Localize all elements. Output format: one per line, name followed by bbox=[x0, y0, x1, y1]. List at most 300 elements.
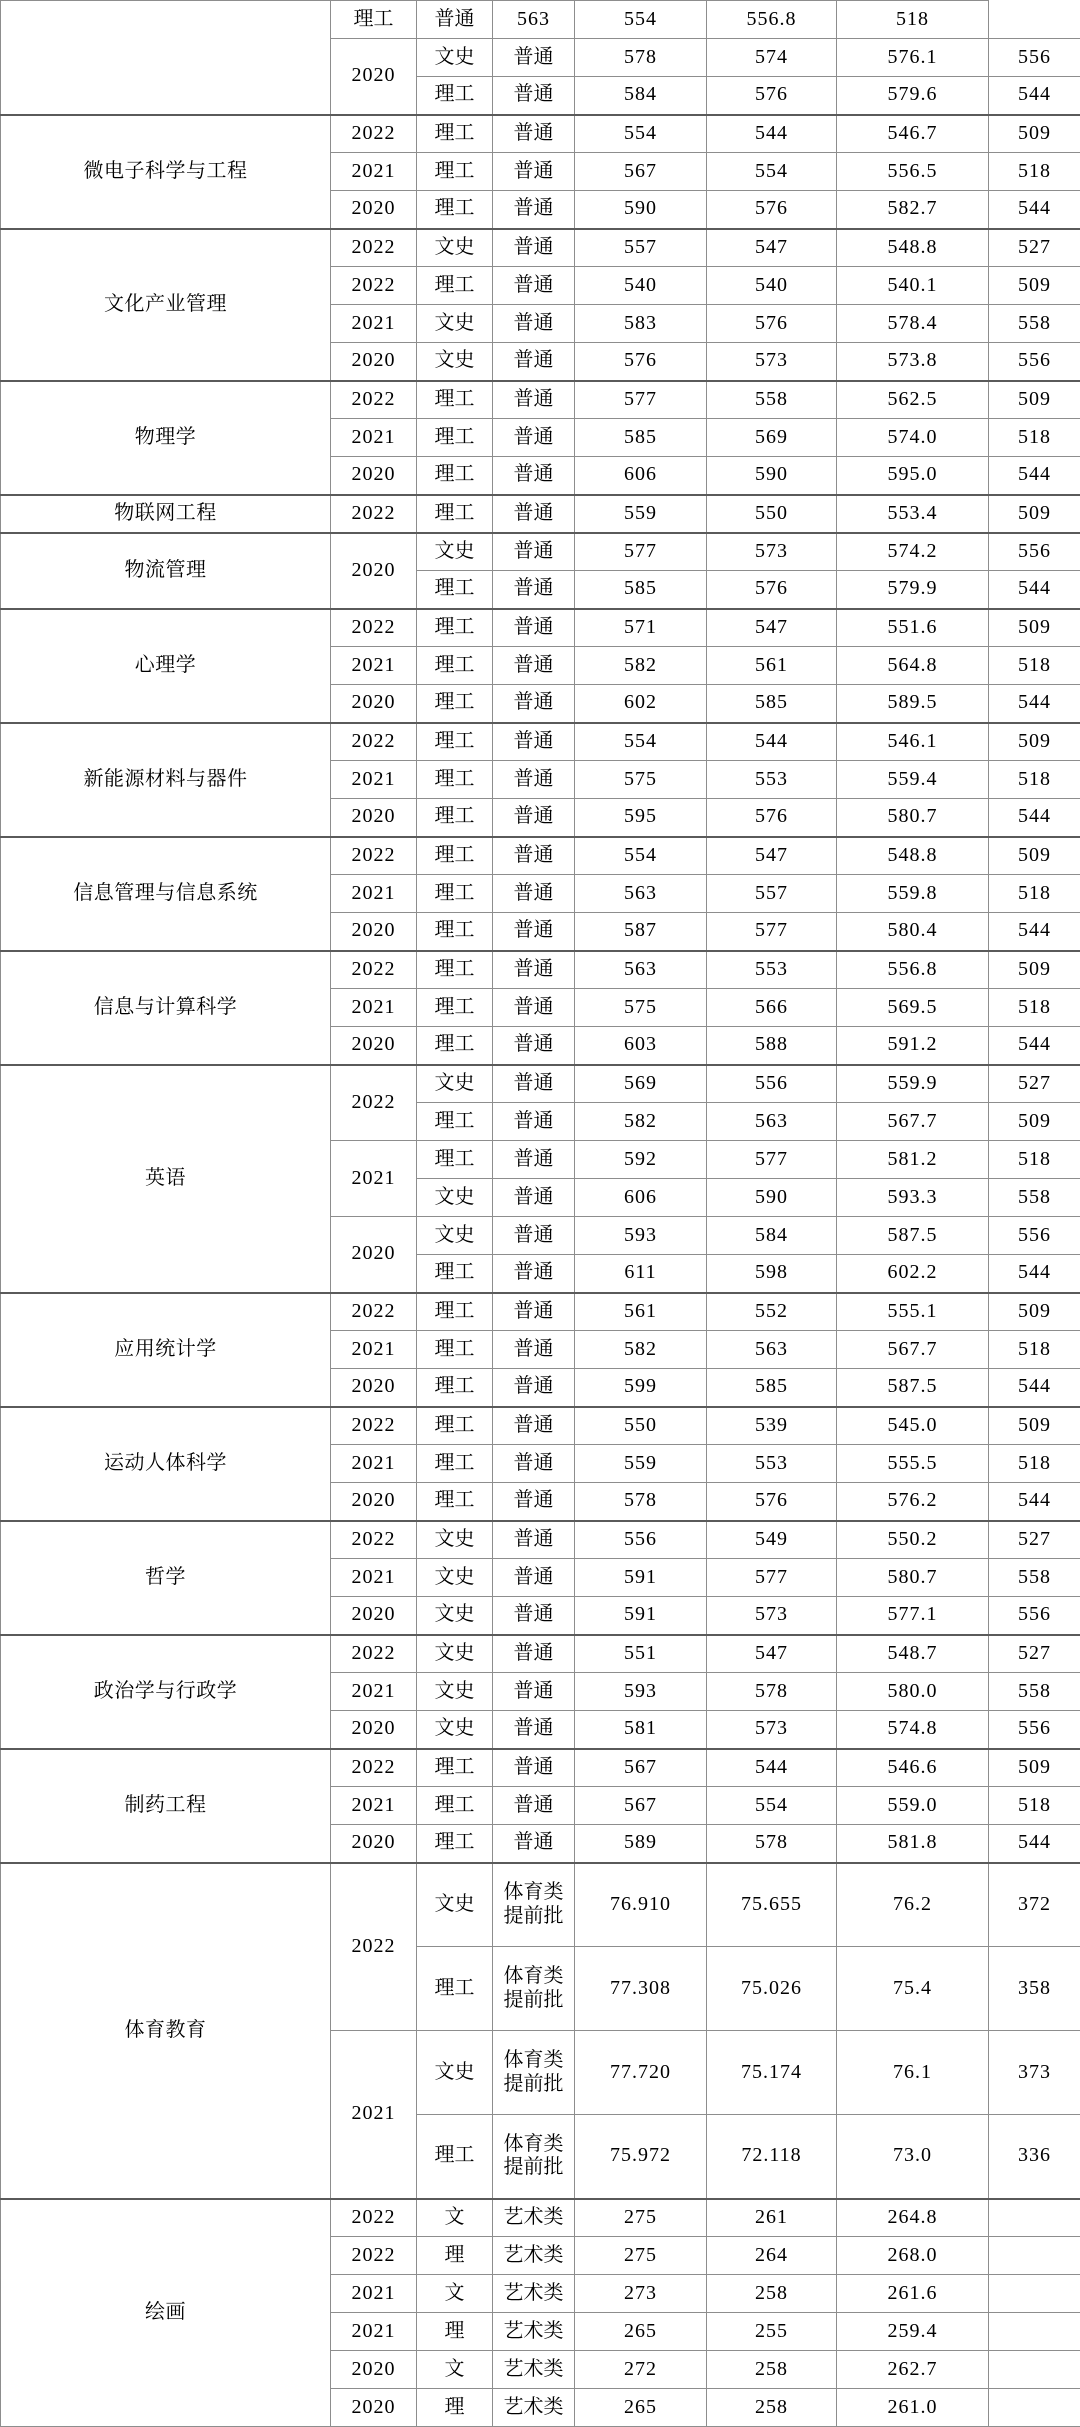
subject-category-cell: 理工 bbox=[417, 115, 493, 153]
avg-score-cell: 556.8 bbox=[837, 951, 989, 989]
avg-score-cell: 581.2 bbox=[837, 1141, 989, 1179]
subject-category-cell: 理工 bbox=[417, 1027, 493, 1065]
batch-cell: 普通 bbox=[493, 951, 575, 989]
avg-score-cell: 589.5 bbox=[837, 685, 989, 723]
year-cell: 2021 bbox=[331, 1141, 417, 1217]
batch-cell: 普通 bbox=[493, 191, 575, 229]
control-line-cell: 518 bbox=[989, 153, 1080, 191]
control-line-cell: 518 bbox=[989, 419, 1080, 457]
max-score-cell: 590 bbox=[575, 191, 707, 229]
year-cell: 2021 bbox=[331, 647, 417, 685]
subject-category-cell: 理工 bbox=[417, 1407, 493, 1445]
avg-score-cell: 580.0 bbox=[837, 1673, 989, 1711]
subject-category-cell: 文史 bbox=[417, 1673, 493, 1711]
control-line-cell bbox=[989, 2313, 1080, 2351]
min-score-cell: 547 bbox=[707, 609, 837, 647]
control-line-cell: 544 bbox=[989, 191, 1080, 229]
avg-score-cell: 587.5 bbox=[837, 1217, 989, 1255]
min-score-cell: 544 bbox=[707, 723, 837, 761]
year-cell: 2022 bbox=[331, 1521, 417, 1559]
subject-category-cell: 理工 bbox=[417, 191, 493, 229]
max-score-cell: 602 bbox=[575, 685, 707, 723]
control-line-cell: 544 bbox=[989, 1825, 1080, 1863]
min-score-cell: 544 bbox=[707, 1749, 837, 1787]
control-line-cell: 544 bbox=[989, 913, 1080, 951]
max-score-cell: 593 bbox=[575, 1217, 707, 1255]
batch-line-2: 提前批 bbox=[493, 1905, 574, 1929]
batch-line-2: 提前批 bbox=[493, 2156, 574, 2180]
avg-score-cell: 559.4 bbox=[837, 761, 989, 799]
subject-category-cell: 文史 bbox=[417, 2031, 493, 2115]
subject-category-cell: 文史 bbox=[417, 1597, 493, 1635]
subject-category-cell: 理工 bbox=[417, 875, 493, 913]
avg-score-cell: 550.2 bbox=[837, 1521, 989, 1559]
max-score-cell: 599 bbox=[575, 1369, 707, 1407]
year-cell: 2021 bbox=[331, 419, 417, 457]
subject-category-cell: 文史 bbox=[417, 1635, 493, 1673]
avg-score-cell: 580.4 bbox=[837, 913, 989, 951]
min-score-cell: 72.118 bbox=[707, 2115, 837, 2199]
year-cell: 2022 bbox=[331, 495, 417, 533]
batch-line-2: 提前批 bbox=[493, 2073, 574, 2097]
avg-score-cell: 573.8 bbox=[837, 343, 989, 381]
batch-cell: 普通 bbox=[493, 1673, 575, 1711]
avg-score-cell: 580.7 bbox=[837, 1559, 989, 1597]
batch-cell bbox=[493, 1947, 575, 2031]
batch-cell: 普通 bbox=[493, 1065, 575, 1103]
control-line-cell: 509 bbox=[989, 837, 1080, 875]
max-score-cell: 593 bbox=[575, 1673, 707, 1711]
min-score-cell: 75.174 bbox=[707, 2031, 837, 2115]
max-score-cell: 550 bbox=[575, 1407, 707, 1445]
year-cell: 2020 bbox=[331, 2389, 417, 2427]
max-score-cell: 559 bbox=[575, 1445, 707, 1483]
subject-category-cell: 理工 bbox=[417, 1787, 493, 1825]
major-name-cell: 政治学与行政学 bbox=[1, 1635, 331, 1749]
max-score-cell: 554 bbox=[575, 837, 707, 875]
subject-category-cell: 理工 bbox=[417, 571, 493, 609]
batch-cell: 普通 bbox=[493, 1635, 575, 1673]
min-score-cell: 550 bbox=[707, 495, 837, 533]
year-cell: 2021 bbox=[331, 153, 417, 191]
control-line-cell: 544 bbox=[989, 685, 1080, 723]
year-cell: 2020 bbox=[331, 1369, 417, 1407]
avg-score-cell: 582.7 bbox=[837, 191, 989, 229]
year-cell: 2020 bbox=[331, 1597, 417, 1635]
control-line-cell: 518 bbox=[989, 1331, 1080, 1369]
subject-category-cell: 理工 bbox=[417, 1293, 493, 1331]
min-score-cell: 561 bbox=[707, 647, 837, 685]
subject-category-cell: 理 bbox=[417, 2313, 493, 2351]
control-line-cell: 358 bbox=[989, 1947, 1080, 2031]
year-cell: 2021 bbox=[331, 2031, 417, 2199]
max-score-cell: 595 bbox=[575, 799, 707, 837]
control-line-cell: 527 bbox=[989, 1635, 1080, 1673]
max-score-cell: 265 bbox=[575, 2389, 707, 2427]
min-score-cell: 554 bbox=[575, 1, 707, 39]
avg-score-cell: 548.8 bbox=[837, 229, 989, 267]
control-line-cell: 518 bbox=[989, 761, 1080, 799]
min-score-cell: 576 bbox=[707, 799, 837, 837]
control-line-cell: 509 bbox=[989, 723, 1080, 761]
max-score-cell: 75.972 bbox=[575, 2115, 707, 2199]
year-cell: 2020 bbox=[331, 533, 417, 609]
min-score-cell: 563 bbox=[707, 1103, 837, 1141]
subject-category-cell: 理 bbox=[417, 2237, 493, 2275]
avg-score-cell: 540.1 bbox=[837, 267, 989, 305]
subject-category-cell: 文史 bbox=[417, 1559, 493, 1597]
batch-cell: 艺术类 bbox=[493, 2275, 575, 2313]
year-cell: 2022 bbox=[331, 1863, 417, 2031]
major-name-cell: 运动人体科学 bbox=[1, 1407, 331, 1521]
max-score-cell: 582 bbox=[575, 1331, 707, 1369]
min-score-cell: 549 bbox=[707, 1521, 837, 1559]
major-name-cell: 绘画 bbox=[1, 2199, 331, 2427]
table-row bbox=[1, 1293, 1080, 1331]
max-score-cell: 77.720 bbox=[575, 2031, 707, 2115]
year-cell: 2022 bbox=[331, 267, 417, 305]
batch-line-2: 提前批 bbox=[493, 1989, 574, 2013]
major-name-cell: 物理学 bbox=[1, 381, 331, 495]
control-line-cell: 509 bbox=[989, 1103, 1080, 1141]
avg-score-cell: 546.7 bbox=[837, 115, 989, 153]
subject-category-cell: 文史 bbox=[417, 1521, 493, 1559]
max-score-cell: 587 bbox=[575, 913, 707, 951]
control-line-cell: 518 bbox=[989, 1787, 1080, 1825]
batch-cell bbox=[493, 2031, 575, 2115]
year-cell: 2020 bbox=[331, 343, 417, 381]
batch-cell: 普通 bbox=[493, 1445, 575, 1483]
control-line-cell: 509 bbox=[989, 381, 1080, 419]
batch-cell: 普通 bbox=[493, 647, 575, 685]
min-score-cell: 264 bbox=[707, 2237, 837, 2275]
control-line-cell: 509 bbox=[989, 1407, 1080, 1445]
avg-score-cell: 559.9 bbox=[837, 1065, 989, 1103]
table-row bbox=[1, 1635, 1080, 1673]
avg-score-cell: 261.0 bbox=[837, 2389, 989, 2427]
max-score-cell: 577 bbox=[575, 381, 707, 419]
control-line-cell: 509 bbox=[989, 1293, 1080, 1331]
subject-category-cell: 理工 bbox=[417, 1445, 493, 1483]
min-score-cell: 576 bbox=[707, 1483, 837, 1521]
max-score-cell: 554 bbox=[575, 115, 707, 153]
control-line-cell: 518 bbox=[989, 989, 1080, 1027]
subject-category-cell: 文史 bbox=[417, 305, 493, 343]
year-cell: 2022 bbox=[331, 2237, 417, 2275]
subject-category-cell: 理工 bbox=[417, 1141, 493, 1179]
avg-score-cell: 579.6 bbox=[837, 77, 989, 115]
major-name-cell: 文化产业管理 bbox=[1, 229, 331, 381]
control-line-cell: 556 bbox=[989, 1711, 1080, 1749]
min-score-cell: 598 bbox=[707, 1255, 837, 1293]
year-cell: 2020 bbox=[331, 1217, 417, 1293]
year-cell: 2020 bbox=[331, 685, 417, 723]
avg-score-cell: 587.5 bbox=[837, 1369, 989, 1407]
batch-cell: 艺术类 bbox=[493, 2313, 575, 2351]
control-line-cell bbox=[989, 2237, 1080, 2275]
min-score-cell: 576 bbox=[707, 191, 837, 229]
avg-score-cell: 559.0 bbox=[837, 1787, 989, 1825]
min-score-cell: 566 bbox=[707, 989, 837, 1027]
max-score-cell: 554 bbox=[575, 723, 707, 761]
batch-cell: 普通 bbox=[493, 457, 575, 495]
avg-score-cell: 75.4 bbox=[837, 1947, 989, 2031]
avg-score-cell: 548.8 bbox=[837, 837, 989, 875]
avg-score-cell: 591.2 bbox=[837, 1027, 989, 1065]
batch-cell: 普通 bbox=[493, 1293, 575, 1331]
control-line-cell: 544 bbox=[989, 1255, 1080, 1293]
control-line-cell: 544 bbox=[989, 1483, 1080, 1521]
max-score-cell: 591 bbox=[575, 1559, 707, 1597]
max-score-cell: 611 bbox=[575, 1255, 707, 1293]
year-cell: 2022 bbox=[331, 381, 417, 419]
batch-cell: 普通 bbox=[493, 989, 575, 1027]
table-row bbox=[1, 1, 1080, 39]
subject-category-cell: 理工 bbox=[417, 77, 493, 115]
year-cell: 2021 bbox=[331, 305, 417, 343]
batch-cell: 普通 bbox=[493, 115, 575, 153]
major-name-cell: 微电子科学与工程 bbox=[1, 115, 331, 229]
batch-cell: 普通 bbox=[417, 1, 493, 39]
table-row bbox=[1, 381, 1080, 419]
batch-cell: 普通 bbox=[493, 1331, 575, 1369]
table-row bbox=[1, 1521, 1080, 1559]
batch-line-1: 体育类 bbox=[493, 2133, 574, 2157]
major-name-cell: 体育教育 bbox=[1, 1863, 331, 2199]
year-cell: 2020 bbox=[331, 2351, 417, 2389]
max-score-cell: 563 bbox=[493, 1, 575, 39]
max-score-cell: 578 bbox=[575, 1483, 707, 1521]
control-line-cell bbox=[989, 2389, 1080, 2427]
avg-score-cell: 259.4 bbox=[837, 2313, 989, 2351]
batch-cell: 普通 bbox=[493, 1711, 575, 1749]
avg-score-cell: 562.5 bbox=[837, 381, 989, 419]
year-cell: 2021 bbox=[331, 1331, 417, 1369]
control-line-cell: 527 bbox=[989, 229, 1080, 267]
subject-category-cell: 文史 bbox=[417, 229, 493, 267]
max-score-cell: 606 bbox=[575, 1179, 707, 1217]
batch-cell: 普通 bbox=[493, 571, 575, 609]
year-cell: 2022 bbox=[331, 609, 417, 647]
major-name-cell: 心理学 bbox=[1, 609, 331, 723]
batch-cell: 普通 bbox=[493, 837, 575, 875]
max-score-cell: 575 bbox=[575, 761, 707, 799]
min-score-cell: 553 bbox=[707, 1445, 837, 1483]
batch-cell: 普通 bbox=[493, 723, 575, 761]
subject-category-cell: 文史 bbox=[417, 39, 493, 77]
max-score-cell: 563 bbox=[575, 875, 707, 913]
min-score-cell: 573 bbox=[707, 1711, 837, 1749]
year-cell: 2020 bbox=[331, 1027, 417, 1065]
subject-category-cell: 理工 bbox=[417, 609, 493, 647]
batch-cell: 普通 bbox=[493, 1141, 575, 1179]
year-cell: 2022 bbox=[331, 2199, 417, 2237]
batch-cell bbox=[493, 1863, 575, 1947]
year-cell: 2021 bbox=[331, 1559, 417, 1597]
min-score-cell: 578 bbox=[707, 1825, 837, 1863]
control-line-cell: 518 bbox=[989, 1445, 1080, 1483]
batch-cell: 普通 bbox=[493, 39, 575, 77]
batch-cell: 普通 bbox=[493, 1179, 575, 1217]
subject-category-cell: 文史 bbox=[417, 533, 493, 571]
max-score-cell: 584 bbox=[575, 77, 707, 115]
min-score-cell: 585 bbox=[707, 1369, 837, 1407]
avg-score-cell: 580.7 bbox=[837, 799, 989, 837]
year-cell: 2022 bbox=[331, 951, 417, 989]
subject-category-cell: 理工 bbox=[417, 1331, 493, 1369]
max-score-cell: 578 bbox=[575, 39, 707, 77]
subject-category-cell: 文 bbox=[417, 2351, 493, 2389]
avg-score-cell: 574.0 bbox=[837, 419, 989, 457]
control-line-cell bbox=[989, 2275, 1080, 2313]
year-cell: 2022 bbox=[331, 229, 417, 267]
batch-cell: 普通 bbox=[493, 1749, 575, 1787]
avg-score-cell: 551.6 bbox=[837, 609, 989, 647]
subject-category-cell: 理工 bbox=[417, 1483, 493, 1521]
avg-score-cell: 567.7 bbox=[837, 1331, 989, 1369]
avg-score-cell: 555.5 bbox=[837, 1445, 989, 1483]
batch-cell: 普通 bbox=[493, 609, 575, 647]
subject-category-cell: 文史 bbox=[417, 1179, 493, 1217]
subject-category-cell: 理工 bbox=[417, 1825, 493, 1863]
subject-category-cell: 理工 bbox=[417, 267, 493, 305]
table-row bbox=[1, 495, 1080, 533]
batch-cell: 普通 bbox=[493, 1825, 575, 1863]
control-line-cell: 509 bbox=[989, 951, 1080, 989]
avg-score-cell: 578.4 bbox=[837, 305, 989, 343]
batch-cell: 普通 bbox=[493, 1217, 575, 1255]
control-line-cell: 556 bbox=[989, 1597, 1080, 1635]
batch-cell: 艺术类 bbox=[493, 2199, 575, 2237]
max-score-cell: 582 bbox=[575, 1103, 707, 1141]
max-score-cell: 582 bbox=[575, 647, 707, 685]
avg-score-cell: 577.1 bbox=[837, 1597, 989, 1635]
avg-score-cell: 262.7 bbox=[837, 2351, 989, 2389]
subject-category-cell: 文史 bbox=[417, 343, 493, 381]
subject-category-cell: 理工 bbox=[417, 153, 493, 191]
control-line-cell: 556 bbox=[989, 533, 1080, 571]
batch-cell: 普通 bbox=[493, 1369, 575, 1407]
avg-score-cell: 574.2 bbox=[837, 533, 989, 571]
min-score-cell: 554 bbox=[707, 153, 837, 191]
year-cell: 2020 bbox=[331, 1483, 417, 1521]
min-score-cell: 539 bbox=[707, 1407, 837, 1445]
subject-category-cell: 理工 bbox=[417, 495, 493, 533]
subject-category-cell: 理工 bbox=[417, 1103, 493, 1141]
batch-cell: 普通 bbox=[493, 533, 575, 571]
subject-category-cell: 理工 bbox=[417, 951, 493, 989]
control-line-cell: 518 bbox=[989, 1141, 1080, 1179]
batch-cell: 普通 bbox=[493, 77, 575, 115]
max-score-cell: 583 bbox=[575, 305, 707, 343]
avg-score-cell: 593.3 bbox=[837, 1179, 989, 1217]
batch-cell: 普通 bbox=[493, 267, 575, 305]
subject-category-cell: 理工 bbox=[417, 2115, 493, 2199]
major-name-cell: 英语 bbox=[1, 1065, 331, 1293]
avg-score-cell: 546.6 bbox=[837, 1749, 989, 1787]
control-line-cell: 518 bbox=[837, 1, 989, 39]
max-score-cell: 76.910 bbox=[575, 1863, 707, 1947]
min-score-cell: 576 bbox=[707, 571, 837, 609]
max-score-cell: 591 bbox=[575, 1597, 707, 1635]
batch-cell bbox=[493, 2115, 575, 2199]
min-score-cell: 556 bbox=[707, 1065, 837, 1103]
table-row bbox=[1, 1863, 1080, 1947]
min-score-cell: 574 bbox=[707, 39, 837, 77]
max-score-cell: 273 bbox=[575, 2275, 707, 2313]
year-cell: 2022 bbox=[331, 1635, 417, 1673]
subject-category-cell: 理工 bbox=[417, 1947, 493, 2031]
avg-score-cell: 576.1 bbox=[837, 39, 989, 77]
avg-score-cell: 602.2 bbox=[837, 1255, 989, 1293]
year-cell: 2021 bbox=[331, 1445, 417, 1483]
max-score-cell: 567 bbox=[575, 1749, 707, 1787]
max-score-cell: 557 bbox=[575, 229, 707, 267]
max-score-cell: 561 bbox=[575, 1293, 707, 1331]
max-score-cell: 606 bbox=[575, 457, 707, 495]
min-score-cell: 547 bbox=[707, 837, 837, 875]
major-name-cell: 应用统计学 bbox=[1, 1293, 331, 1407]
subject-category-cell: 理工 bbox=[417, 1369, 493, 1407]
max-score-cell: 77.308 bbox=[575, 1947, 707, 2031]
control-line-cell: 544 bbox=[989, 1369, 1080, 1407]
control-line-cell: 556 bbox=[989, 343, 1080, 381]
min-score-cell: 544 bbox=[707, 115, 837, 153]
subject-category-cell: 理工 bbox=[417, 799, 493, 837]
major-name-cell: 物流管理 bbox=[1, 533, 331, 609]
avg-score-cell: 268.0 bbox=[837, 2237, 989, 2275]
year-cell: 2020 bbox=[331, 1711, 417, 1749]
subject-category-cell: 文史 bbox=[417, 1065, 493, 1103]
max-score-cell: 540 bbox=[575, 267, 707, 305]
table-row bbox=[1, 1407, 1080, 1445]
table-row bbox=[1, 951, 1080, 989]
min-score-cell: 553 bbox=[707, 761, 837, 799]
control-line-cell: 373 bbox=[989, 2031, 1080, 2115]
avg-score-cell: 555.1 bbox=[837, 1293, 989, 1331]
subject-category-cell: 理工 bbox=[417, 723, 493, 761]
avg-score-cell: 564.8 bbox=[837, 647, 989, 685]
batch-cell: 艺术类 bbox=[493, 2237, 575, 2275]
min-score-cell: 75.655 bbox=[707, 1863, 837, 1947]
control-line-cell: 336 bbox=[989, 2115, 1080, 2199]
control-line-cell: 558 bbox=[989, 305, 1080, 343]
batch-cell: 艺术类 bbox=[493, 2351, 575, 2389]
avg-score-cell: 581.8 bbox=[837, 1825, 989, 1863]
year-cell: 2022 bbox=[331, 837, 417, 875]
min-score-cell: 577 bbox=[707, 1141, 837, 1179]
max-score-cell: 603 bbox=[575, 1027, 707, 1065]
min-score-cell: 584 bbox=[707, 1217, 837, 1255]
control-line-cell: 544 bbox=[989, 799, 1080, 837]
min-score-cell: 578 bbox=[707, 1673, 837, 1711]
min-score-cell: 540 bbox=[707, 267, 837, 305]
year-cell: 2021 bbox=[331, 761, 417, 799]
table-row bbox=[1, 115, 1080, 153]
major-name-cell: 信息与计算科学 bbox=[1, 951, 331, 1065]
max-score-cell: 551 bbox=[575, 1635, 707, 1673]
subject-category-cell: 理工 bbox=[417, 989, 493, 1027]
min-score-cell: 576 bbox=[707, 305, 837, 343]
min-score-cell: 576 bbox=[707, 77, 837, 115]
avg-score-cell: 579.9 bbox=[837, 571, 989, 609]
subject-category-cell: 理工 bbox=[417, 837, 493, 875]
batch-cell: 普通 bbox=[493, 1597, 575, 1635]
control-line-cell: 518 bbox=[989, 647, 1080, 685]
max-score-cell: 576 bbox=[575, 343, 707, 381]
batch-line-1: 体育类 bbox=[493, 1965, 574, 1989]
table-row bbox=[1, 533, 1080, 571]
